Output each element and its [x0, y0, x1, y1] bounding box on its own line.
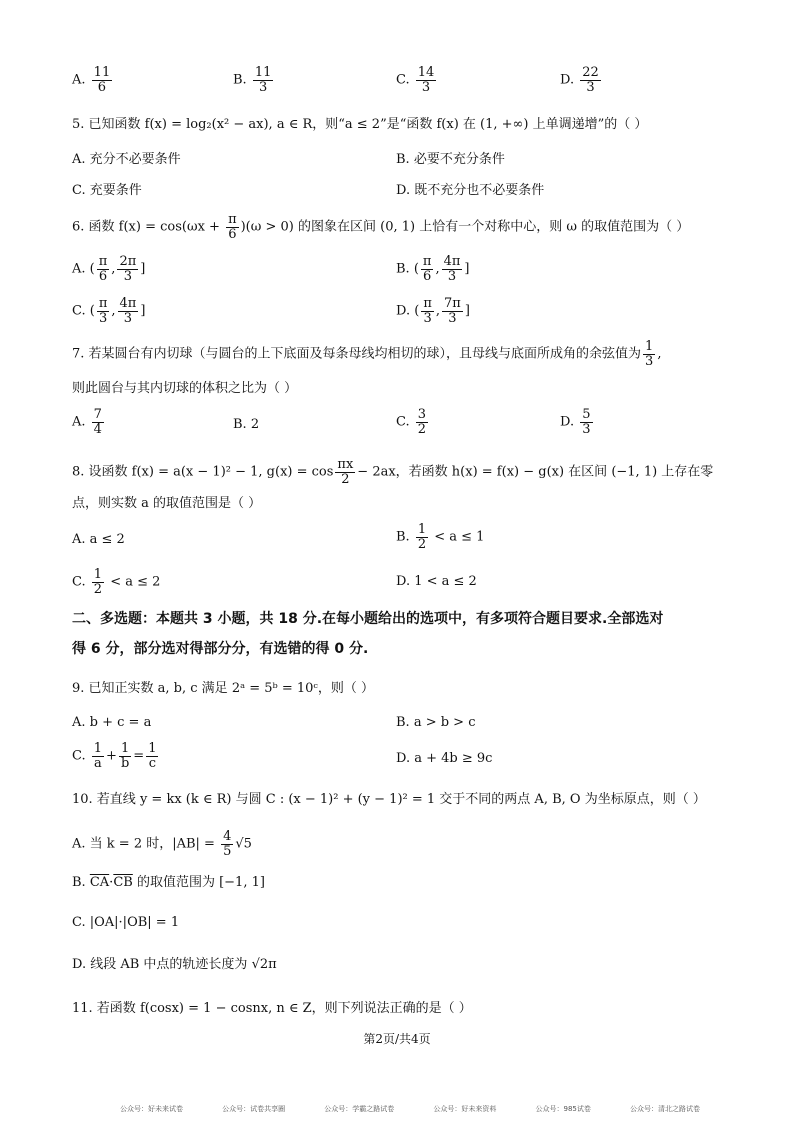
q7-stem-line2: 则此圆台与其内切球的体积之比为（ ） [72, 381, 298, 396]
q5-option-d: D. 既不充分也不必要条件 [396, 183, 545, 198]
q7-option-c: C. $\frac{3}{2}$ [396, 407, 427, 437]
q5-option-b: B. 必要不充分条件 [396, 152, 505, 167]
q6-option-c: C. ( $\frac{\pi}{3}$ , $\frac{4\pi}{3}$ ] [72, 296, 146, 326]
q6-option-a: A. ( $\frac{\pi}{6}$ , $\frac{2\pi}{3}$ ] [72, 254, 146, 284]
credit-item: 公众号：好未来资料 [433, 1105, 497, 1113]
q4-option-d: D. $\frac{22}{3}$ [560, 65, 599, 95]
q8-option-c: C. $\frac{1}{2}$ < a ≤ 2 [72, 567, 161, 597]
q5-stem: 5. 已知函数 f(x) = log₂(x² − ax), a ∈ R，则“a ≤ 2”是“函数 f(x) 在 (1, +∞) 上单调递增”的（ ） [72, 117, 648, 132]
q9-option-a: A. b + c = a [72, 715, 152, 730]
q7-option-d: D. $\frac{5}{3}$ [560, 407, 591, 437]
q10-stem: 10. 若直线 y = kx (k ∈ R) 与圆 C : (x − 1)² + (y − 1)² = 1 交于不同的两点 A, B, O 为坐标原点，则（ ） [72, 792, 706, 807]
q10-option-c: C. |OA|·|OB| = 1 [72, 915, 180, 930]
q5-option-a: A. 充分不必要条件 [72, 152, 181, 167]
q6-option-b: B. ( $\frac{\pi}{6}$ , $\frac{4\pi}{3}$ ] [396, 254, 470, 284]
q4-option-c: C. $\frac{14}{3}$ [396, 65, 435, 95]
section2-heading-line1: 二、多选题：本题共 3 小题，共 18 分.在每小题给出的选项中，有多项符合题目要求.全部选对 [72, 611, 664, 627]
q6-option-d: D. ( $\frac{\pi}{3}$ , $\frac{7\pi}{3}$ ] [396, 296, 470, 326]
q8-stem-line2: 点，则实数 a 的取值范围是（ ） [72, 496, 262, 511]
q4-option-b: B. $\frac{11}{3}$ [233, 65, 272, 95]
q8-option-a: A. a ≤ 2 [72, 532, 125, 547]
q8-stem-line1: 8. 设函数 f(x) = a(x − 1)² − 1, g(x) = cos $\frac{\pi x}{2}$ − 2ax，若函数 h(x) = f(x) − g(x) 在区间 (−1, 1) 上存在零 [72, 457, 714, 487]
credits-bar [120, 1104, 700, 1114]
q5-option-c: C. 充要条件 [72, 183, 142, 198]
q6-stem: 6. 函数 f(x) = cos(ωx + $\frac{\pi}{6}$ )(ω > 0) 的图象在区间 (0, 1) 上恰有一个对称中心，则 ω 的取值范围为（ ） [72, 212, 690, 242]
credit-item: 公众号：清北之路试卷 [630, 1105, 700, 1113]
q8-option-b: B. $\frac{1}{2}$ < a ≤ 1 [396, 522, 485, 552]
q9-stem: 9. 已知正实数 a, b, c 满足 2ᵃ = 5ᵇ = 10ᶜ，则（ ） [72, 681, 375, 696]
q10-option-a: A. 当 k = 2 时，|AB| = $\frac{4}{5}$ √5 [72, 829, 252, 859]
q7-stem-line1: 7. 若某圆台有内切球（与圆台的上下底面及每条母线均相切的球），且母线与底面所成角的余弦值为 $\frac{1}{3}$ , [72, 339, 662, 369]
credit-item: 公众号：学霸之路试卷 [324, 1105, 395, 1113]
q9-option-d: D. a + 4b ≥ 9c [396, 751, 493, 766]
q11-stem: 11. 若函数 f(cosx) = 1 − cosnx, n ∈ Z，则下列说法正确的是（ ） [72, 1001, 472, 1016]
q10-option-b: B. $\overline{CA}\cdot\overline{CB}$ 的取值范围为 [−1, 1] [72, 875, 265, 890]
credit-item: 公众号：好未来试卷 [120, 1105, 183, 1113]
credit-item: 公众号：试卷共享圈 [222, 1105, 286, 1113]
section2-heading-line2: 得 6 分，部分选对得部分分，有选错的得 0 分. [72, 641, 369, 657]
q9-option-c: C. $\frac{1}{a}$ + $\frac{1}{b}$ = $\frac{1}{c}$ [72, 741, 157, 771]
q10-option-d: D. 线段 AB 中点的轨迹长度为 √2π [72, 957, 277, 972]
q9-option-b: B. a > b > c [396, 715, 476, 730]
page-number: 第2页/共4页 [363, 1032, 431, 1046]
credit-item: 公众号：985试卷 [535, 1105, 591, 1113]
q4-option-a: A. $\frac{11}{6}$ [72, 65, 111, 95]
q8-option-d: D. 1 < a ≤ 2 [396, 574, 477, 589]
q7-option-a: A. $\frac{7}{4}$ [72, 407, 102, 437]
q7-option-b: B. 2 [233, 417, 260, 432]
